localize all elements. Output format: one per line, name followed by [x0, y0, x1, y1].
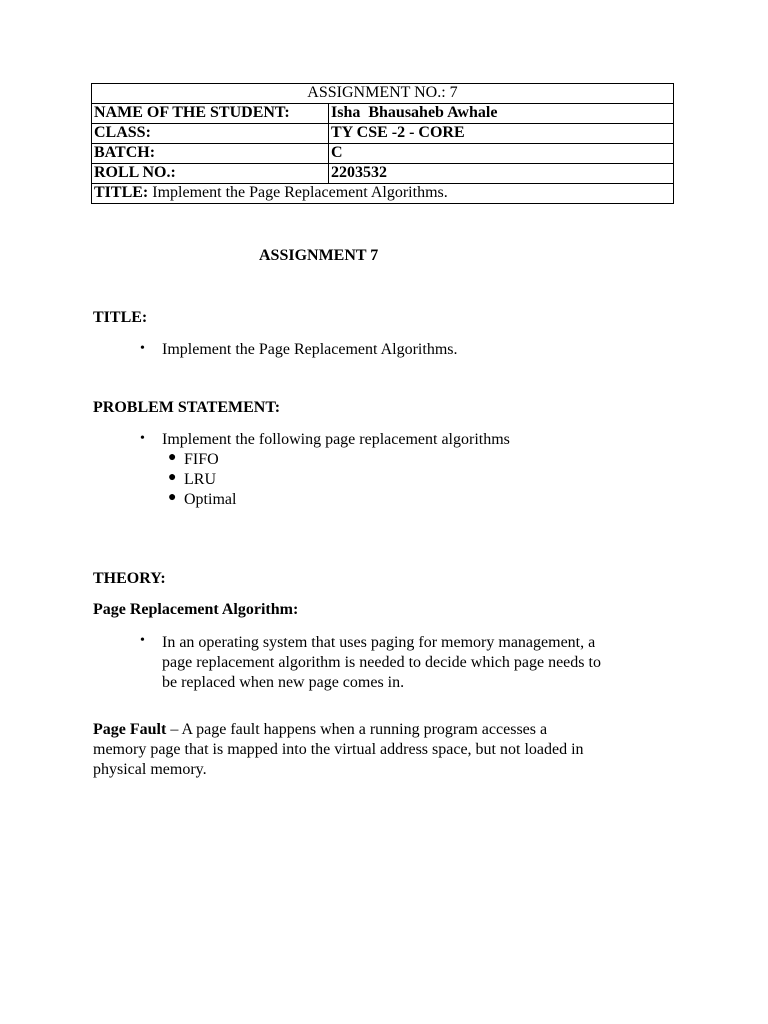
- algorithm-item: Optimal: [184, 491, 237, 508]
- title-cell: [92, 184, 674, 204]
- algorithm-item: LRU: [184, 471, 216, 488]
- roll-no-value: 2203532: [329, 164, 674, 184]
- theory-bullet-line: In an operating system that uses paging for memory management, a: [162, 634, 596, 651]
- assignment-heading: ASSIGNMENT 7: [259, 247, 379, 264]
- table-row: [92, 164, 674, 184]
- page-replacement-subheading: Page Replacement Algorithm:: [93, 601, 299, 618]
- table-row: [92, 124, 674, 144]
- problem-statement-heading: PROBLEM STATEMENT:: [93, 399, 281, 416]
- bullet-icon: •: [140, 341, 145, 356]
- theory-bullet-line: page replacement algorithm is needed to decide which page needs to: [162, 654, 601, 671]
- problem-bullet-text: Implement the following page replacement algorithms: [162, 431, 510, 448]
- title-cell-label: TITLE:: [94, 184, 149, 201]
- title-bullet-text: Implement the Page Replacement Algorithms.: [162, 341, 458, 358]
- roll-no-label: ROLL NO.:: [92, 164, 329, 184]
- title-cell-value: Implement the Page Replacement Algorithms.: [148, 184, 448, 201]
- algorithm-item: FIFO: [184, 451, 219, 468]
- page-fault-line: memory page that is mapped into the virtual address space, but not loaded in: [93, 741, 584, 758]
- batch-value: C: [329, 144, 674, 164]
- bullet-icon: •: [140, 633, 145, 648]
- batch-label: BATCH:: [92, 144, 329, 164]
- filled-circle-icon: ●: [168, 490, 177, 505]
- page-fault-line: [93, 720, 547, 740]
- student-name-value: Isha Bhausaheb Awhale: [329, 104, 674, 124]
- table-row: [92, 184, 674, 204]
- page-fault-text: – A page fault happens when a running program accesses a: [166, 721, 548, 738]
- student-name-label: NAME OF THE STUDENT:: [92, 104, 329, 124]
- assignment-number-cell: ASSIGNMENT NO.: 7: [92, 84, 674, 104]
- theory-bullet-line: be replaced when new page comes in.: [162, 674, 405, 691]
- filled-circle-icon: ●: [168, 470, 177, 485]
- page-fault-label: Page Fault: [93, 721, 167, 738]
- table-row: [92, 104, 674, 124]
- table-row: [92, 144, 674, 164]
- class-value: TY CSE -2 - CORE: [329, 124, 674, 144]
- page-fault-line: physical memory.: [93, 761, 207, 778]
- filled-circle-icon: ●: [168, 450, 177, 465]
- class-label: CLASS:: [92, 124, 329, 144]
- assignment-info-table: [91, 83, 674, 204]
- table-row: [92, 84, 674, 104]
- bullet-icon: •: [140, 431, 145, 446]
- theory-heading: THEORY:: [93, 570, 166, 587]
- title-heading: TITLE:: [93, 309, 148, 326]
